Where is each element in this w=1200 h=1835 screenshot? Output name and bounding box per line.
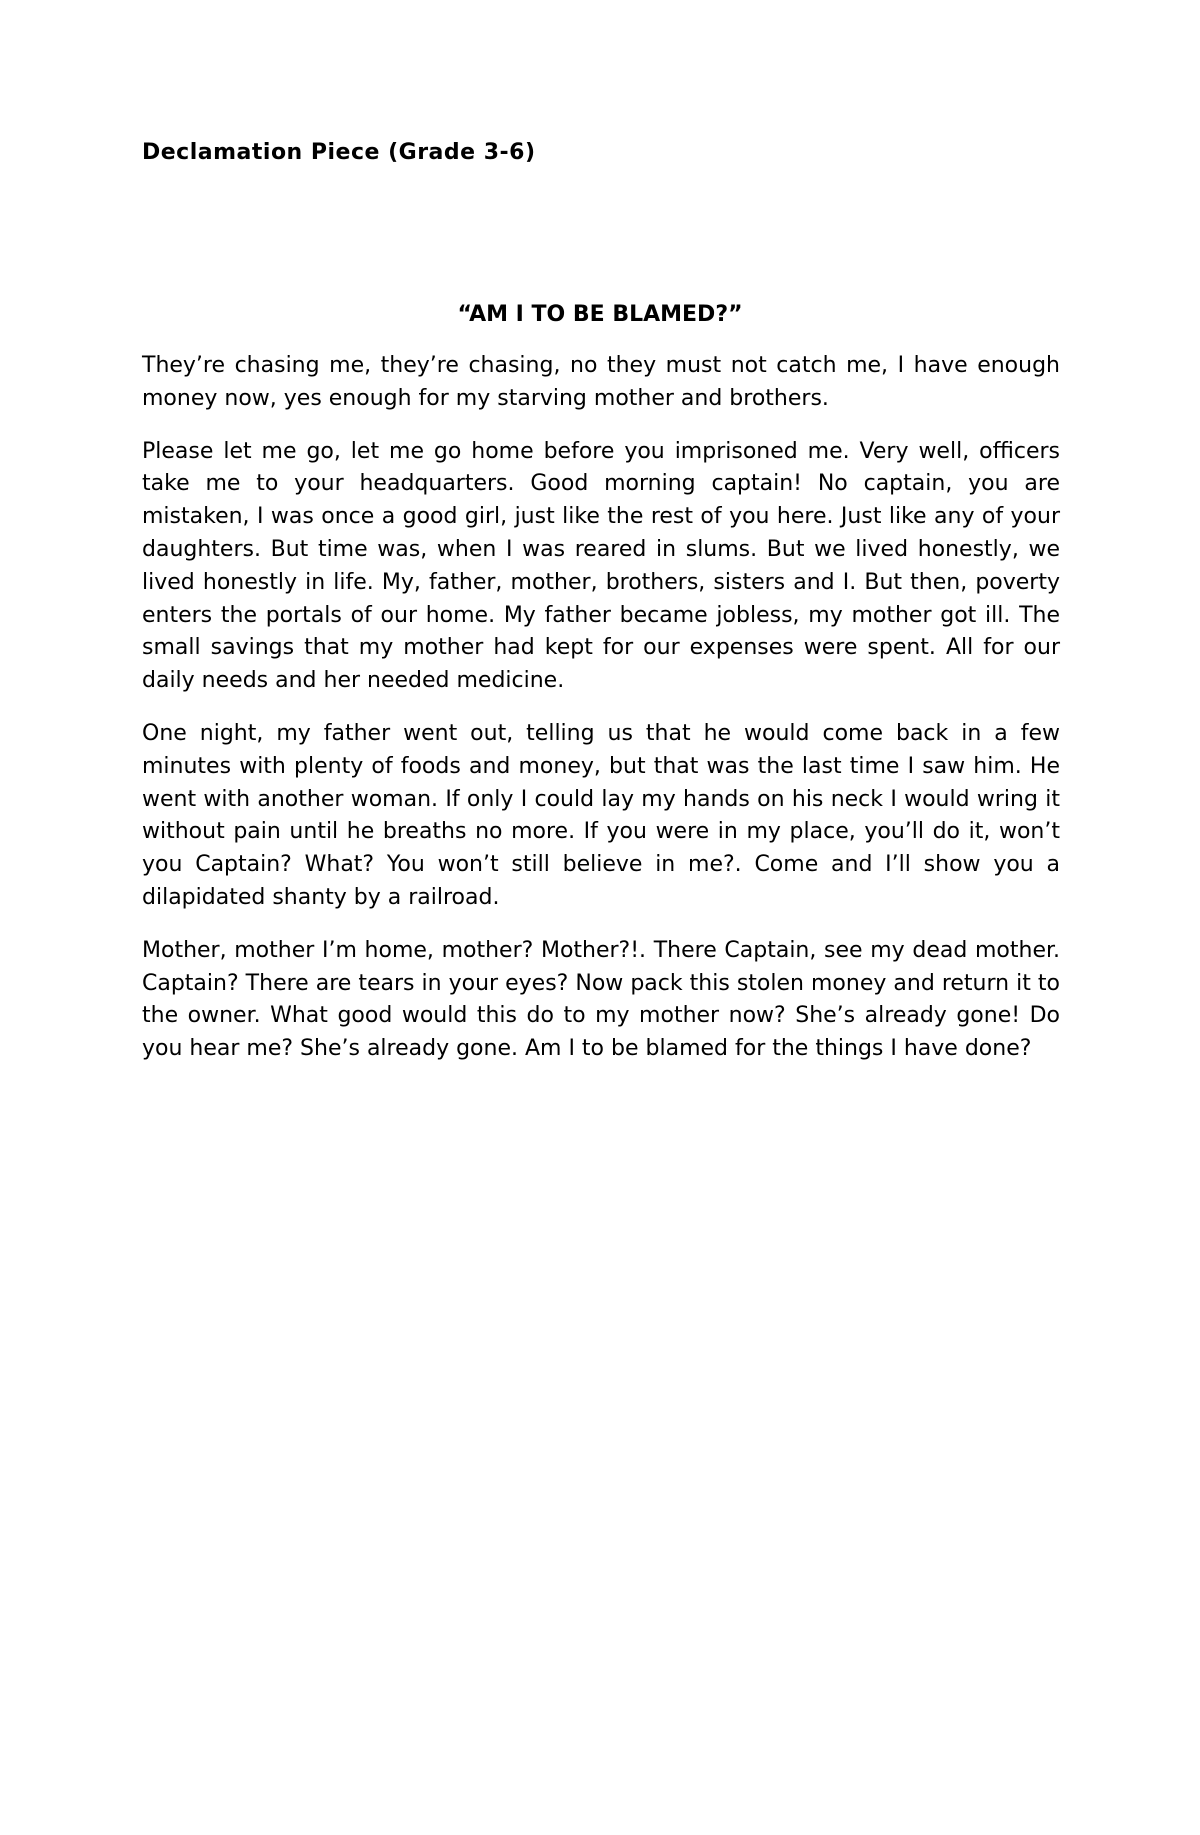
document-heading: Declamation Piece (Grade 3-6) (142, 140, 536, 165)
paragraph-1: They’re chasing me, they’re chasing, no they must not catch me, I have enough money now, yes enough for my starving mother and brothers. (142, 353, 1060, 411)
piece-body (142, 350, 1060, 1086)
piece-title: “AM I TO BE BLAMED?” (457, 302, 743, 327)
paragraph-2: Please let me go, let me go home before you imprisoned me. Very well, officers take me to your headquarters. Good morning captain! No captain, you are mistaken, I was once a good girl, just like the rest of you here. Just like any of your daughters. But time was, when I was reared in slums. But we lived honestly, we lived honestly in life. My, father, mother, brothers, sisters and I. But then, poverty enters the portals of our home. My father became jobless, my mother got ill. The small savings that my mother had kept for our expenses were spent. All for our daily needs and her needed medicine. (142, 438, 1060, 694)
paragraph-4: Mother, mother I’m home, mother? Mother?!. There Captain, see my dead mother. Captain? There are tears in your eyes? Now pack this stolen money and return it to the owner. What good would this do to my mother now? She’s already gone! Do you hear me? She’s already gone. Am I to be blamed for the things I have done? (142, 937, 1060, 1062)
paragraph-3: One night, my father went out, telling us that he would come back in a few minutes with plenty of foods and money, but that was the last time I saw him. He went with another woman. If only I could lay my hands on his neck I would wring it without pain until he breaths no more. If you were in my place, you’ll do it, won’t you Captain? What? You won’t still believe in me?. Come and I’ll show you a dilapidated shanty by a railroad. (142, 720, 1060, 910)
